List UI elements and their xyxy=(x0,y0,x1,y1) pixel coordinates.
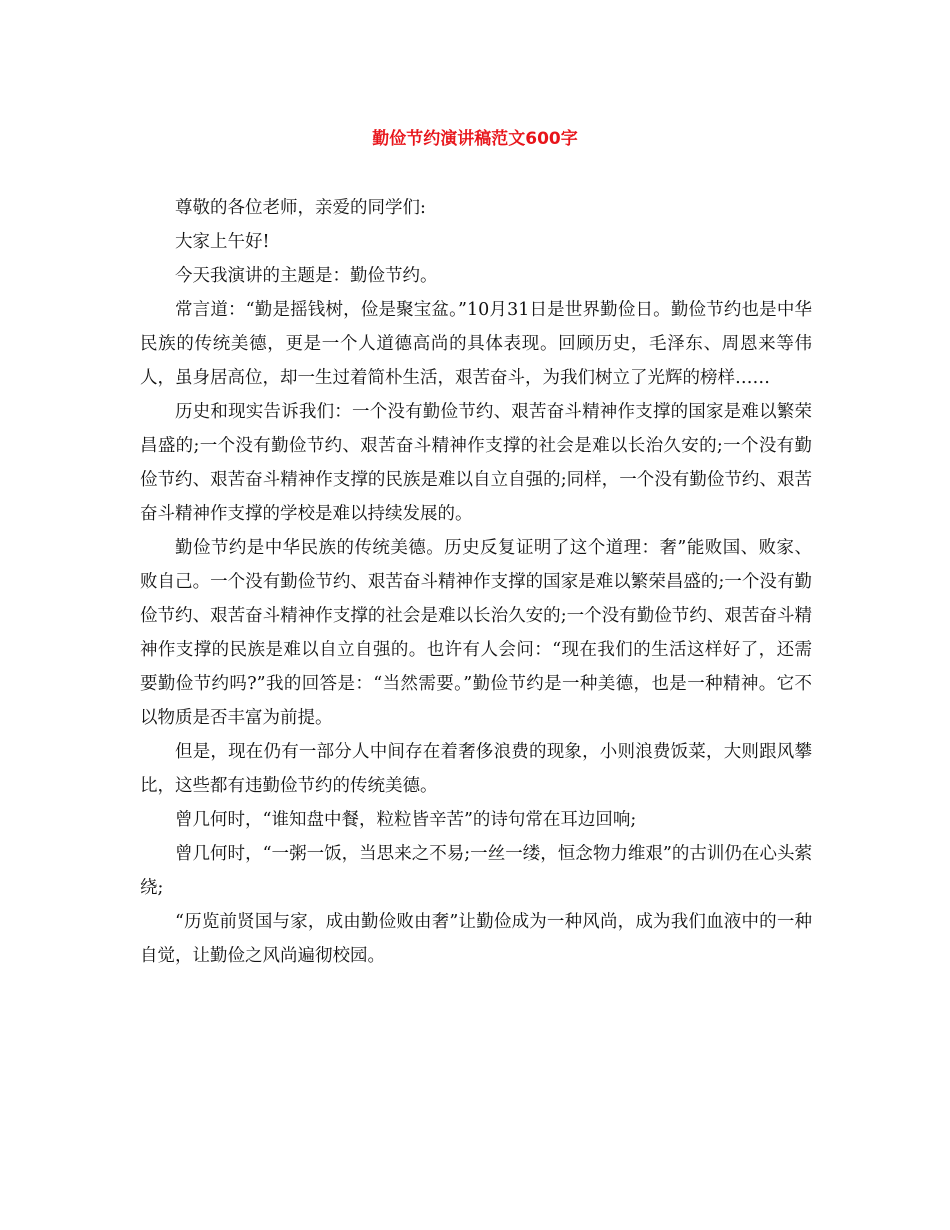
paragraph-closing: “历览前贤国与家，成由勤俭败由奢”让勤俭成为一种风尚，成为我们血液中的一种自觉，让勤俭之风尚遍彻校园。 xyxy=(140,912,812,966)
paragraph-proverb: 常言道：“勤是摇钱树，俭是聚宝盆。”10月31日是世界勤俭日。勤俭节约也是中华民族的传统美德，更是一个人道德高尚的具体表现。回顾历史，毛泽东、周恩来等伟人，虽身居高位，却一生过着简朴生活，艰苦奋斗，为我们树立了光辉的榜样…… xyxy=(140,300,812,388)
paragraph-history-reality: 历史和现实告诉我们：一个没有勤俭节约、艰苦奋斗精神作支撑的国家是难以繁荣昌盛的;一个没有勤俭节约、艰苦奋斗精神作支撑的社会是难以长治久安的;一个没有勤俭节约、艰苦奋斗精神作支撑的民族是难以自立自强的;同样，一个没有勤俭节约、艰苦奋斗精神作支撑的学校是难以持续发展的。 xyxy=(140,402,812,524)
paragraph-topic: 今天我演讲的主题是：勤俭节约。 xyxy=(175,266,438,286)
document-body xyxy=(140,191,812,973)
paragraph-virtue: 勤俭节约是中华民族的传统美德。历史反复证明了这个道理：奢”能败国、败家、败自己。一个没有勤俭节约、艰苦奋斗精神作支撑的国家是难以繁荣昌盛的;一个没有勤俭节约、艰苦奋斗精神作支撑的社会是难以长治久安的;一个没有勤俭节约、艰苦奋斗精神作支撑的民族是难以自立自强的。也许有人会问：“现在我们的生活这样好了，还需要勤俭节约吗?”我的回答是：“当然需要。”勤俭节约是一种美德，也是一种精神。它不以物质是否丰富为前提。 xyxy=(140,538,812,728)
paragraph-waste: 但是，现在仍有一部分人中间存在着奢侈浪费的现象，小则浪费饭菜，大则跟风攀比，这些都有违勤俭节约的传统美德。 xyxy=(140,742,812,796)
paragraph-poem-1: 曾几何时，“谁知盘中餐，粒粒皆辛苦”的诗句常在耳边回响; xyxy=(175,810,637,830)
paragraph-good-morning: 大家上午好! xyxy=(175,232,270,252)
document-title: 勤俭节约演讲稿范文600字 xyxy=(372,129,578,149)
paragraph-poem-2: 曾几何时，“一粥一饭，当思来之不易;一丝一缕，恒念物力维艰”的古训仍在心头萦绕; xyxy=(140,844,812,898)
paragraph-greeting: 尊敬的各位老师，亲爱的同学们: xyxy=(175,198,426,218)
